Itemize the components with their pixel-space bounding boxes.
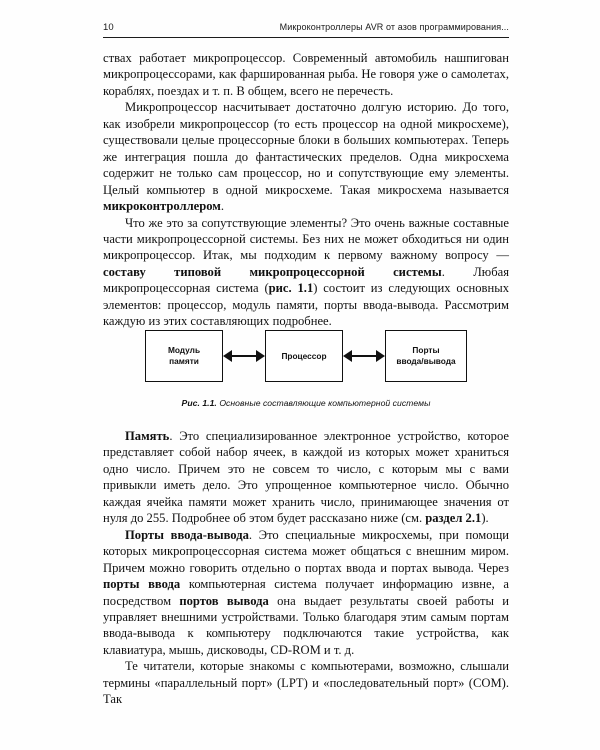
arrow-head-right-icon (376, 350, 385, 362)
diagram-box-memory (145, 330, 223, 382)
paragraph-4: Память. Это специализированное электронное устройство, которое представляет собой набор ячеек, в каждой из которых может храниться одно число. Причем это не совсем то число, с которым мы с вами привыкли иметь дело. Это упрощенное компьютерное число. Обычно каждая ячейка памяти может хранить число, принимающее значения от нуля до 255. Подробнее об этом будет рассказано ниже (см. раздел 2.1). (103, 429, 509, 526)
body-column-top (103, 50, 509, 330)
paragraph-6: Те читатели, которые знакомы с компьютерами, возможно, слышали термины «параллельный порт» (LPT) и «последовательный порт» (COM). Так (103, 659, 509, 707)
figure-caption-number: Рис. 1.1. (181, 398, 217, 408)
block-diagram (103, 325, 509, 387)
diagram-box-processor-label: Процессор (281, 350, 327, 361)
paragraph-2: Микропроцессор насчитывает достаточно долгую историю. До того, как изобрели микропроцессор (то есть процессор на одной микросхеме), существовали целые процессорные блоки в больших компьютерах. Теперь же интеграция пошла до фантастических пределов. Одна микросхема содержит не только сам процессор, но и сопутствующие ему элементы. Целый компьютер в одной микросхеме. Такая микросхема называется микроконтроллером. (103, 100, 509, 214)
diagram-box-processor (265, 330, 343, 382)
diagram-box-io-ports (385, 330, 467, 382)
figure-caption-text: Основные составляющие компьютерной системы (216, 398, 431, 408)
double-arrow-cpu-ports (343, 350, 385, 362)
arrow-head-right-icon (256, 350, 265, 362)
arrow-shaft (349, 355, 379, 357)
paragraph-1: ствах работает микропроцессор. Современный автомобиль нашпигован микропроцессорами, как фаршированная рыба. Не говоря уже о самолетах, кораблях, поездах и т. п. В общем, всего не перечесть. (103, 51, 509, 98)
diagram-box-memory-label: Модуль памяти (167, 345, 201, 366)
paragraph-5: Порты ввода-вывода. Это специальные микросхемы, при помощи которых микропроцессорная система может общаться с внешним миром. Причем можно говорить отдельно о портах ввода и портах вывода. Через порты ввода компьютерная система получает информацию извне, а посредством портов вывода она выдает результаты своей работы и управляет внешними устройствами. Только благодаря этим самым портам ввода-вывода к компьютеру подключаются такие устройства, как клавиатура, мышь, дисководы, CD-ROM и т. д. (103, 527, 510, 657)
running-head (103, 22, 509, 33)
header-rule (103, 37, 509, 38)
paragraph-3: Что же это за сопутствующие элементы? Это очень важные составные части микропроцессорной системы. Без них не может обходиться ни один микропроцессор. Итак, мы подходим к первому важному вопросу — составу типовой микропроцессорной системы. Любая микропроцессорная система (рис. 1.1) состоит из следующих основных элементов: процессор, модуль памяти, порты ввода-вывода. Рассмотрим каждую из этих составляющих подробнее. (103, 215, 510, 329)
figure-1-1 (103, 325, 509, 408)
figure-caption (103, 398, 509, 408)
body-column-bottom (103, 428, 509, 708)
diagram-box-io-ports-label: Порты ввода/вывода (396, 345, 456, 366)
running-title: Микроконтроллеры AVR от азов программирования... (279, 22, 509, 32)
double-arrow-memory-cpu (223, 350, 265, 362)
page-number: 10 (103, 22, 114, 33)
arrow-shaft (229, 355, 259, 357)
